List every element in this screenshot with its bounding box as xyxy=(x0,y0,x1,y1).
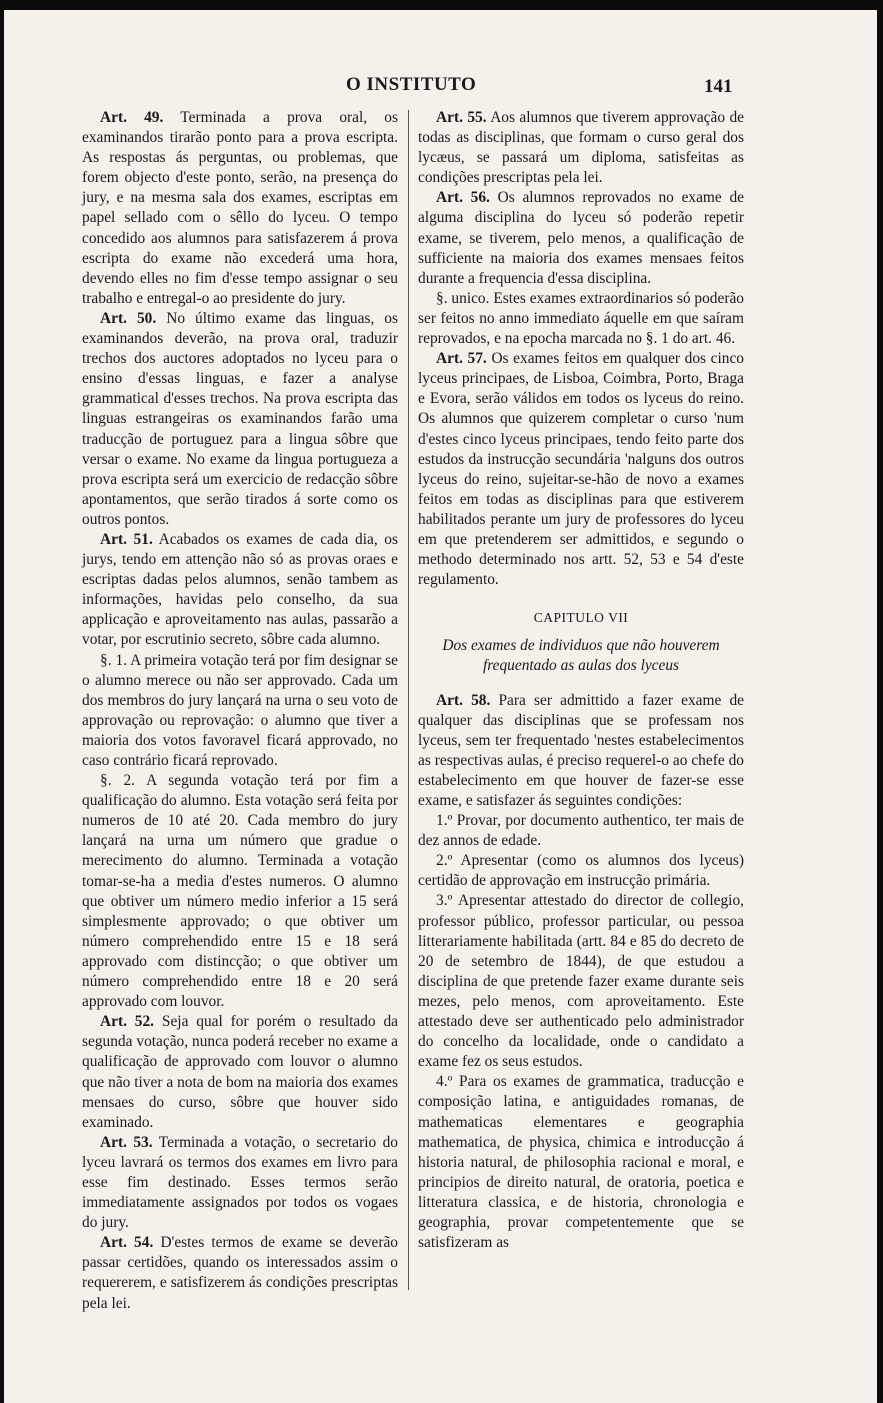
article-54: Art. 54. D'estes termos de exame se deverão passar certidões, quando os interessados assim o requererem, e satisfizerem ás condições prescriptas pela lei. xyxy=(82,1234,398,1312)
page-number: 141 xyxy=(704,76,733,97)
chapter-title: CAPITULO VII xyxy=(533,610,629,626)
condition-3: 3.º Apresentar attestado do director de collegio, professor público, professor particular, ou pessoa litterariamente habilitada (artt. 84 e 85 do decreto de 20 de setembro de 1844), de que estudou a disciplina de que pretende fazer exame durante seis mezes, pelo menos, com aproveitamento. Este attestado deve ser authenticado pelo administrador do concelho da localidade, onde o candidato a exame fez os seus estudos. xyxy=(418,892,744,1071)
condition-1: 1.º Provar, por documento authentico, ter mais de dez annos de edade. xyxy=(418,812,744,850)
article-50: Art. 50. No último exame das linguas, os examinandos deverão, na prova oral, traduzir trechos dos auctores adoptados no lyceu para o ensino d'essas linguas, e fazer a analyse grammatical d'esses trechos. Na prova escripta das linguas estrangeiras os examinandos farão uma traducção de portuguez para a lingua sôbre que versar o exame. No exame da lingua portugueza a prova escripta será um exercicio de redacção sôbre apontamentos, que serão tirados á sorte como os outros pontos. xyxy=(82,309,398,528)
column-divider xyxy=(408,110,409,1290)
article-51: Art. 51. Acabados os exames de cada dia, os jurys, tendo em attenção não só as provas oraes e escriptas dadas pelos alumnos, senão tambem as informações, havidas pelo conselho, da sua applicação e aproveitamento nas aulas, passarão a votar, por escrutinio secreto, sôbre cada alumno. xyxy=(82,530,398,649)
condition-4: 4.º Para os exames de grammatica, traducção e composição latina, e antiguidades romanas, de mathematicas elementares e geographia mathematica, de physica, chimica e introducção á historia natural, de philosophia racional e moral, e principios de direito natural, de oratoria, poetica e litteratura classica, e de historia, chronologia e geographia, provar competentemente que se satisfizeram as xyxy=(418,1073,744,1252)
right-column xyxy=(418,108,744,1253)
article-58: Art. 58. Para ser admittido a fazer exame de qualquer das disciplinas que se professam nos lyceus, sem ter frequentado 'nestes estabelecimentos as respectivas aulas, é preciso requerel-o ao chefe do estabelecimento em que houver de fazer-se esse exame, e satisfazer ás seguintes condições: xyxy=(418,691,744,809)
page xyxy=(4,10,877,1403)
article-52: Art. 52. Seja qual for porém o resultado da segunda votação, nunca poderá receber no exame a qualificação de approvado com louvor o alumno que não tiver a nota de bom na maioria dos exames mensaes do curso, sôbre que houver sido examinado. xyxy=(82,1013,398,1131)
article-56: Art. 56. Os alumnos reprovados no exame de alguma disciplina do lyceu só poderão repetir exame, se tiverem, pelo menos, a qualificação de sufficiente na maioria dos exames mensaes feitos durante a frequencia d'essa disciplina. xyxy=(418,189,744,287)
article-55: Art. 55. Aos alumnos que tiverem approvação de todas as disciplinas, que formam o curso geral dos lycæus, se passará um diploma, satisfeitas as condições prescriptas pela lei. xyxy=(418,109,744,187)
chapter-subtitle: Dos exames de individuos que não houverem frequentado as aulas dos lyceus xyxy=(442,637,720,675)
paragraph-2: §. 2. A segunda votação terá por fim a qualificação do alumno. Esta votação será feita por numeros de 10 até 20. Cada membro do jury lançará na urna um número que gradue o merecimento do alumno. Terminada a votação tomar-se-ha a media d'estes numeros. O alumno que obtiver um número medio inferior a 15 será simplesmente approvado; o que obtiver um número comprehendido entre 15 e 18 será approvado com distincção; o que obtiver um número comprehendido entre 18 e 20 será approvado com louvor. xyxy=(82,772,398,1011)
article-53: Art. 53. Terminada a votação, o secretario do lyceu lavrará os termos dos exames em livro para esse fim destinado. Esses termos serão immediatamente assignados por todos os vogaes do jury. xyxy=(82,1133,398,1232)
paragraph-1: §. 1. A primeira votação terá por fim designar se o alumno merece ou não ser approvado. Cada um dos membros do jury lançará na urna o seu voto de approvação ou reprovação: o alumno que tiver a maioria dos votos favoravel ficará approvado, no caso contrário ficará reprovado. xyxy=(82,651,398,769)
article-49: Art. 49. Terminada a prova oral, os examinandos tirarão ponto para a prova escripta. As respostas ás perguntas, ou problemas, que forem objecto d'este ponto, serão, na presença do jury, e na mesma sala dos exames, escriptas em papel sellado com o sêllo do lyceu. O tempo concedido aos alumnos para satisfazerem á prova escripta do exame não excederá uma hora, devendo elles no fim d'esse tempo assignar o seu trabalho e entregal-o ao presidente do jury. xyxy=(82,109,398,307)
paragraph-unico: §. unico. Estes exames extraordinarios só poderão ser feitos no anno immediato áquelle em que saíram reprovados, e na epocha marcada no §. 1 do art. 46. xyxy=(418,289,744,348)
running-title: O INSTITUTO xyxy=(346,74,477,95)
left-column xyxy=(82,108,398,1314)
page-header xyxy=(4,74,877,102)
article-57: Art. 57. Os exames feitos em qualquer dos cinco lyceus principaes, de Lisboa, Coimbra, Porto, Braga e Evora, serão válidos em todos os lyceus do reino. Os alumnos que quizerem completar o curso 'num d'estes cinco lyceus principaes, tendo feito parte dos estudos da instrucção secundária 'nalguns dos outros lyceus do reino, sujeitar-se-hão de novo a exames feitos em todas as disciplinas para que estiverem habilitados perante um jury de professores do lyceu em que pretenderem ser admittidos, e segundo o methodo determinado nos artt. 52, 53 e 54 d'este regulamento. xyxy=(418,350,745,589)
condition-2: 2.º Apresentar (como os alumnos dos lyceus) certidão de approvação em instrucção primária. xyxy=(418,852,744,890)
